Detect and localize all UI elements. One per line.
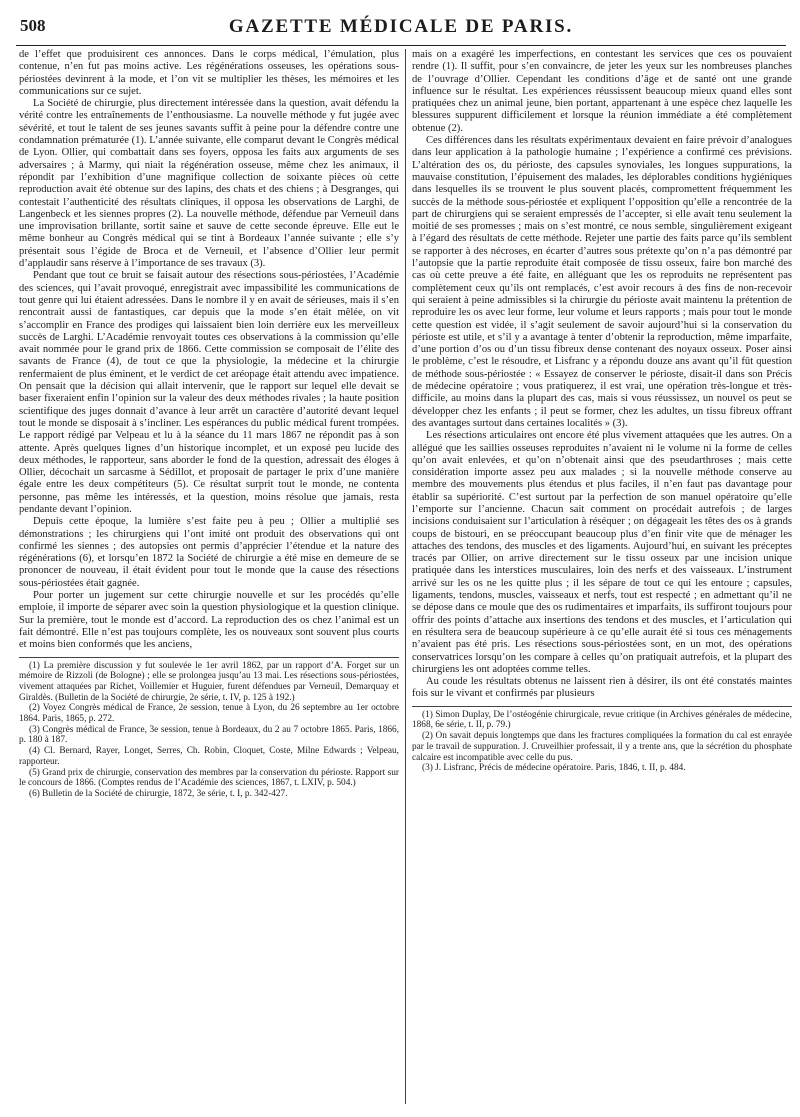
footnote: (5) Grand prix de chirurgie, conservation des membres par la conservation du périoste. Rapport sur le concours de 1866. (Comptes rendus de l’Académie des sciences, 1867, t. LXIV, p. 504.) (19, 767, 399, 789)
body-paragraph: mais on a exagéré les imperfections, en contestant les services que ces os pouvaient rendre (1). Il suffit, pour s’en convaincre, de jeter les yeux sur les nombreuses planches de l’ouvrage d’Ollier. Cependant les conditions d’âge et de santé ont une grande influence sur le résultat. Les expériences réussissent beaucoup mieux quand elles sont pratiquées chez un animal jeune, bien portant, appartenant à une espèce chez laquelle les blessures suppurent difficilement et lorsque la réunion immédiate a été complètement obtenue (2). (412, 49, 792, 134)
left-column (19, 49, 399, 1104)
footnote: (2) On savait depuis longtemps que dans les fractures compliquées la formation du cal est enrayée par le travail de suppuration. J. Cruveilhier professait, il y a trente ans, que la sécrétion du phosphate calcaire est incompatible avec celle du pus. (412, 731, 792, 763)
footnotes (412, 706, 792, 774)
footnote: (3) Congrès médical de France, 3e session, tenue à Bordeaux, du 2 au 7 octobre 1865. Paris, 1866, p. 180 à 187. (19, 724, 399, 746)
body-paragraph: de l’effet que produisirent ces annonces. Dans le corps médical, l’émulation, plus contenue, n’en fut pas moins active. Les régénérations osseuses, les opérations sous-périostées devinrent à la mode, et l’on vit se multiplier les thèses, les mémoires et les communications sur ce sujet. (19, 49, 399, 97)
body-paragraph: Pendant que tout ce bruit se faisait autour des résections sous-périostées, l’Académie des sciences, qui l’avait provoqué, enregistrait avec impassibilité les communications de tout genre qui lui étaient adressées. Dans le nombre il y en avait de sérieuses, mais il s’en rencontrait aussi de fantastiques, car depuis que la mode s’en était mêlée, on vit s’accomplir en France des prodiges qui laissaient bien loin derrière eux les merveilleux succès de Larghi. L’Académie renvoyait toutes ces observations à la commission qu’elle avait nommée pour le grand prix de 1866. Cette commission se composait de l’élite des savants de France (4), de tout ce que la physiologie, la médecine et la chirurgie renfermaient de plus éminent, et le verdict de cet aréopage était attendu avec impatience. On pensait que la décision qui allait intervenir, que le rapport sur lequel elle devait se baser fixeraient enfin l’opinion sur la valeur des deux méthodes rivales ; la haute position scientifique des juges donnait d’avance à leur arrêt un caractère d’autorité devant lequel tout le monde se disposait à s’incliner. Les espérances du public médical furent trompées. Le rapport rédigé par Velpeau et lu à la séance du 11 mars 1867 ne répondit pas à son attente. Après quelques lignes d’un historique incomplet, et un exposé peu lucide des deux méthodes, le rapporteur, sans aborder le fond de la question, adressait des éloges à Ollier, décochait un sarcasme à Sédillot, et proposait de partager le prix d’une manière égale entre les deux compétiteurs (5). Ce résultat surprit tout le monde, ne contenta personne, pas même les intéressés, et la question, moins résolue que jamais, resta pendante devant l’opinion. (19, 270, 399, 515)
footnote: (2) Voyez Congrès médical de France, 2e session, tenue à Lyon, du 26 septembre au 1er octobre 1864. Paris, 1865, p. 272. (19, 703, 399, 725)
footnotes (19, 657, 399, 800)
page-number: 508 (20, 16, 46, 35)
page-header (20, 14, 782, 42)
journal-title: GAZETTE MÉDICALE DE PARIS. (228, 16, 574, 37)
body-paragraph: Pour porter un jugement sur cette chirurgie nouvelle et sur les procédés qu’elle emploie, il importe de séparer avec soin la question physiologique et la question clinique. Sur la première, tout le monde est d’accord. La reproduction des os chez l’animal est un fait démontré. Elle n’est pas toujours complète, les os nouveaux sont souvent plus courts et moins bien conformés que les anciens, (19, 590, 399, 651)
body-paragraph: Depuis cette époque, la lumière s’est faite peu à peu ; Ollier a multiplié ses démonstrations ; les chirurgiens qui l’ont imité ont produit des observations qui ont confirmé les siennes ; des autopsies ont permis d’apprécier l’étendue et la nature des régénérations (6), et lorsqu’en 1872 la Société de chirurgie a été mise en demeure de se prononcer de nouveau, il était évident pour tout le monde que la cause des résections sous-périostées était gagnée. (19, 516, 399, 589)
footnote: (6) Bulletin de la Société de chirurgie, 1872, 3e série, t. I, p. 342-427. (29, 788, 288, 799)
body-paragraph: La Société de chirurgie, plus directement intéressée dans la question, avait défendu la vérité contre les entraînements de l’enthousiasme. La nouvelle méthode y fut jugée avec sévérité, et tout le talent de ses jeunes savants suffit à peine pour la défendre contre une condamnation prématurée (1). L’année suivante, elle comparut devant le Congrès médical de Lyon. Ollier, qui combattait dans ses foyers, opposa les faits aux arguments de ses adversaires ; à Marmy, qui niait la régénération osseuse, même chez les animaux, il répondit par l’exhibition d’une magnifique collection de soixante pièces où cette reproduction avait été obtenue sur des lapins, des chats et des chiens ; à Desgranges, qui contestait l’authenticité des résultats cliniques, il opposa les observations de Larghi, de Langenbeck et les siennes propres (2). La nouvelle méthode, défendue par Verneuil dans une improvisation brillante, sortit saine et sauve de cette seconde épreuve. Elle eut le même bonheur au Congrès médical qui se tint à Bordeaux l’année suivante ; elle s’y présentait sous l’égide de Broca et de Verneuil, et l’absence d’Ollier leur permit d’applaudir sans réserve à l’importance de ses travaux (3). (19, 98, 399, 270)
header-rule (16, 45, 786, 46)
footnote: (3) J. Lisfranc, Précis de médecine opératoire. Paris, 1846, t. II, p. 484. (422, 763, 686, 774)
right-column (412, 49, 792, 1089)
footnote: (1) Simon Duplay, De l’ostéogénie chirurgicale, revue critique (in Archives générales de médecine, 1868, 6e série, t. II, p. 79.) (412, 709, 792, 731)
body-paragraph: Au coude les résultats obtenus ne laissent rien à désirer, ils ont été constatés maintes fois sur le vivant et confirmés par plusieurs (412, 676, 792, 700)
footnote: (4) Cl. Bernard, Rayer, Longet, Serres, Ch. Robin, Cloquet, Coste, Milne Edwards ; Velpeau, rapporteur. (19, 746, 399, 767)
footnote: (1) La première discussion y fut soulevée le 1er avril 1862, par un rapport d’A. Forget sur un mémoire de Rizzoli (de Bologne) ; elle se prolongea jusqu’au 13 mai. Les résections sous-périostées, vivement attaquées par Richet, Voillemier et Huguier, furent défendues par Verneuil, Demarquay et Giraldès. (Bulletin de la Société de chirurgie, 2e série, t. IV, p. 125 à 192.) (19, 660, 399, 703)
body-paragraph: Ces différences dans les résultats expérimentaux devaient en faire prévoir d’analogues dans leur application à la pathologie humaine ; l’expérience a confirmé ces prévisions. L’altération des os, du périoste, des capsules synoviales, les longues suppurations, la mauvaise constitution, l’épuisement des malades, les déplorables conditions hygiéniques dans lesquelles ils se trouvent le plus souvent placés, compromettent fréquemment les succès de la méthode sous-périostée et expliquent l’opposition qu’elle a rencontrée de la part de chirurgiens qui se seraient empressés de l’accepter, si elle avait tenu seulement la moitié de ses promesses ; mais on s’est montré, ce nous semble, singulièrement exigeant à l’égard des résultats de cette méthode. Rejeter une partie des faits parce qu’ils semblent se rapporter à des nécroses, en écarter d’autres sous prétexte qu’on n’a pas démontré par l’autopsie que la partie reproduite était composée de tissu osseux, faire bon marché des cas où cette preuve a été faite, en alléguant que les os reproduits ne représentent pas complètement ceux qu’ils ont remplacés, c’est avoir recours à des fins de non-recevoir qui seraient à peine admissibles si la chirurgie du périoste avait maintenu la prétention de reproduire les os avec leur forme, leur volume et leurs rapports ; mais pour tout le monde cette question est vidée, il s’agit seulement de savoir aujourd’hui si la conservation du périoste est utile, et s’il y a avantage à tenter d’obtenir la reproduction, même imparfaite, d’une portion d’os ou d’un tissu fibreux dense contenant des noyaux osseux. Poser ainsi le problème, c’est le résoudre, et Lisfranc y a répondu douze ans avant qu’il fût question de méthode sous-périostée : « Essayez de conserver le périoste, disait-il dans son Précis de médecine opératoire ; vous pratiquerez, il est vrai, une opération très-longue et très-difficile, au moins dans la plupart des cas, mais si vous réussissez, un nouvel os peut se développer chez les enfants ; il peut se former, chez les adultes, un tissu fibreux offrant des avantages surtout dans certaines localités » (3). (412, 135, 792, 429)
column-divider (405, 49, 406, 1104)
body-paragraph: Les résections articulaires ont encore été plus vivement attaquées que les autres. On a allégué que les saillies osseuses reproduites n’avaient ni le volume ni la forme de celles qu’on avait enlevées, et qu’on n’obtenait ainsi que des pseudarthroses ; mais cette considération importe assez peu aux malades ; si la nouvelle méthode conserve au membre des mouvements plus étendus et plus faciles, il n’en faut pas davantage pour établir sa supériorité. C’est surtout par la perfection de son manuel opératoire qu’elle l’emporte sur l’ancienne. Chacun sait comment on procédait autrefois ; de larges incisions conduisaient sur l’articulation à réséquer ; on dégageait les têtes des os à grands coups de bistouri, en se préoccupant beaucoup plus d’en finir vite que de ménager les attaches des tendons, des muscles et des ligaments. Aujourd’hui, en suivant les préceptes tracés par Ollier, on arrive directement sur le tissu osseux par une incision unique pratiquée dans les interstices musculaires, loin des nerfs et des vaisseaux. L’instrument arrivé sur les os ne les quitte plus ; il les sépare de tout ce qui les entoure ; capsules, ligaments, tendons, muscles, vaisseaux et nerfs, tout est respecté ; en admettant qu’il ne se dépose dans ce moule que des os rudimentaires et imparfaits, ils suffiront toujours pour offrir des points d’attache aux insertions des tendons et des muscles, et l’articulation qui en résultera sera de beaucoup supérieure à ce qu’elle aurait été si tous ces ménagements n’avaient pas été pris. Les résections sous-périostées sont, en un mot, des opérations conservatrices lorsqu’on les compare à celles qu’on pratiquait autrefois, et la plupart des chirurgiens les ont adoptées comme telles. (412, 430, 792, 675)
